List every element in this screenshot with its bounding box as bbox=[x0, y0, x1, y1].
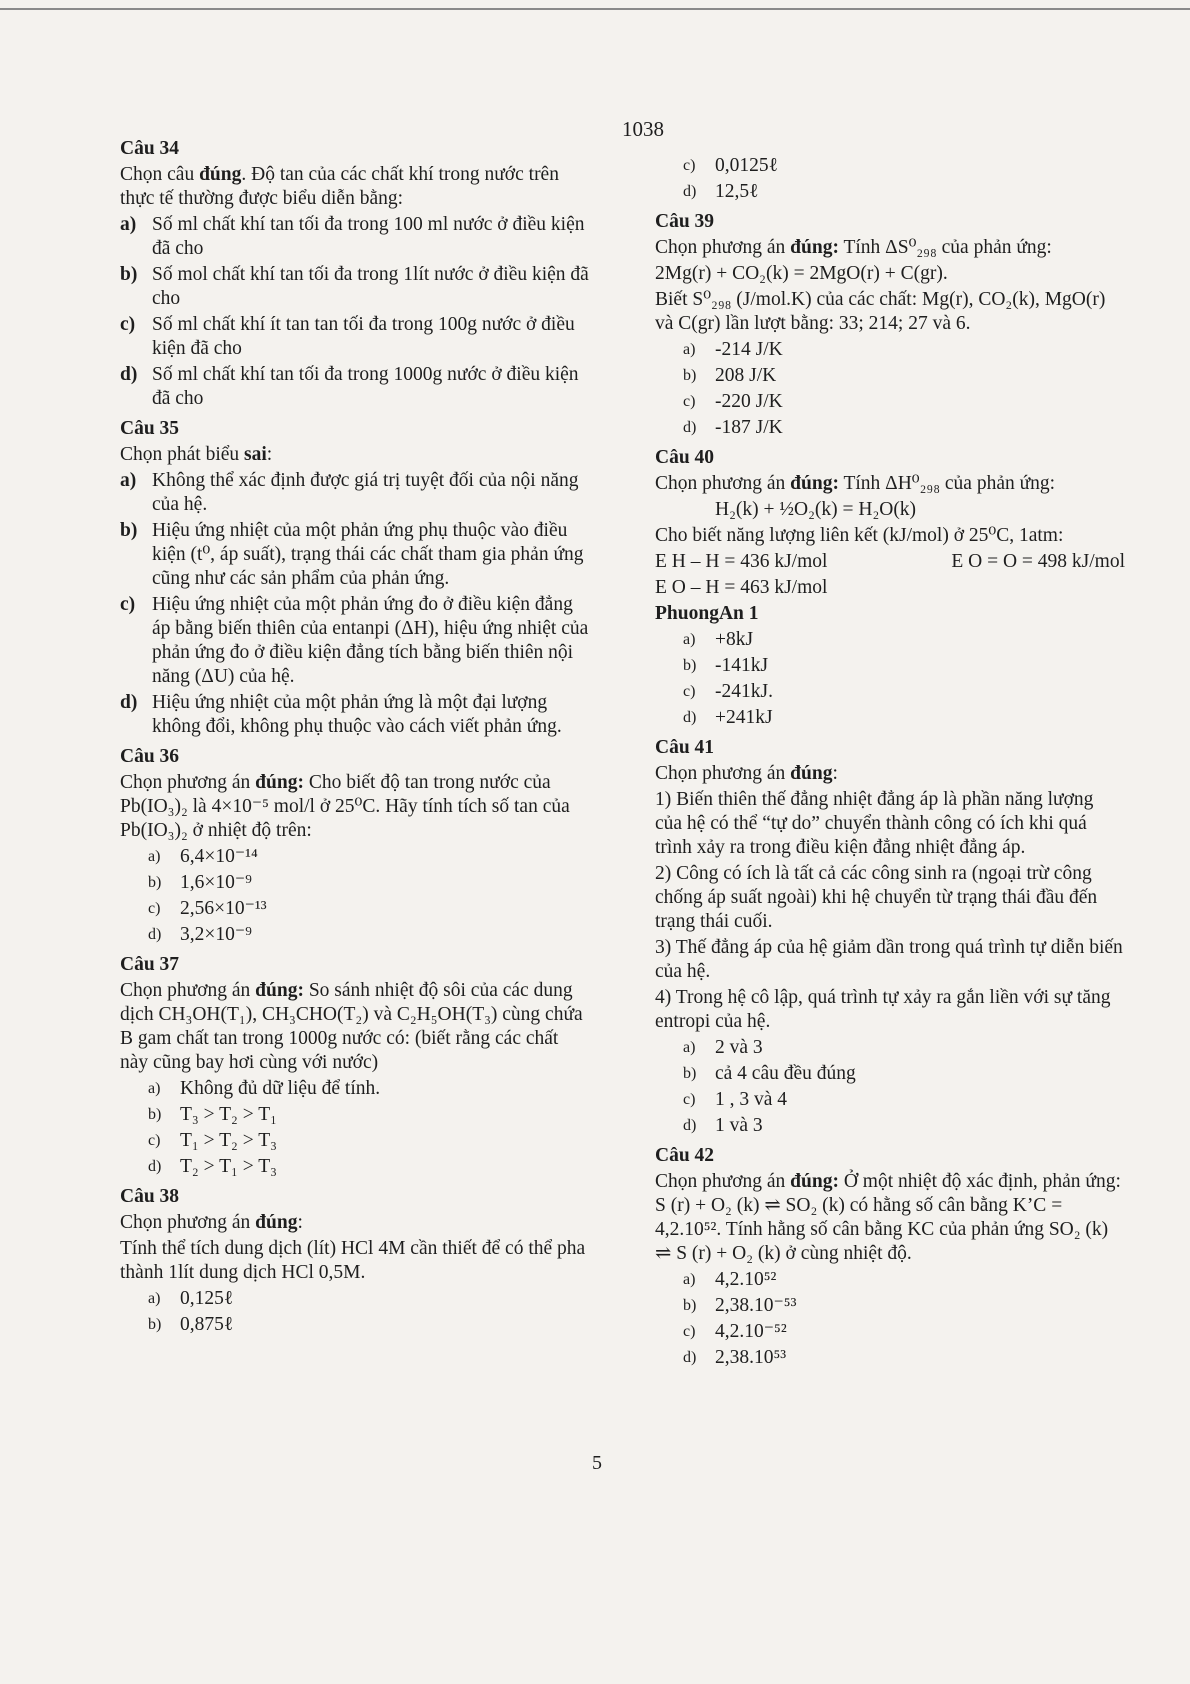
question-stem: Chọn phương án đúng: Cho biết độ tan trong nước của Pb(IO₃)₂ là 4×10⁻⁵ mol/l ở 25⁰C. Hãy tính tích số tan của Pb(IO₃)₂ ở nhiệt độ trên: bbox=[120, 772, 570, 841]
question-stem: Chọn câu đúng. Độ tan của các chất khí trong nước trên thực tế thường được biểu diễn bằng: bbox=[120, 164, 559, 209]
answer-option: c) T₁ > T₂ > T₃ bbox=[148, 1130, 277, 1151]
answer-option: c) 2,56×10⁻¹³ bbox=[148, 898, 267, 919]
answer-option: d) 1 và 3 bbox=[683, 1115, 763, 1136]
statement: 2) Công có ích là tất cả các công sinh ra (ngoại trừ công chống áp suất ngoài) khi hệ chuyển từ trạng thái đầu đến trạng thái cuối. bbox=[655, 863, 1098, 932]
answer-option: a) 2 và 3 bbox=[683, 1037, 763, 1058]
question-stem: Chọn phương án đúng: bbox=[655, 763, 838, 784]
question-stem: Chọn phương án đúng: So sánh nhiệt độ sôi của các dung dịch CH₃OH(T₁), CH₃CHO(T₂) và C₂H₅OH(T₃) cùng chứa B gam chất tan trong 1000g nước có: (biết rằng các chất này cũng bay hơi cùng với nước) bbox=[120, 980, 583, 1073]
answer-option: a) Không thể xác định được giá trị tuyệt đối của nội năng của hệ. bbox=[120, 470, 579, 515]
question-title: Câu 41 bbox=[655, 737, 715, 758]
answer-option: b) cả 4 câu đều đúng bbox=[683, 1063, 856, 1084]
answer-option: c) 1 , 3 và 4 bbox=[683, 1089, 788, 1110]
question-title: Câu 35 bbox=[120, 418, 180, 439]
answer-option: b) Số mol chất khí tan tối đa trong 1lít nước ở điều kiện đã cho bbox=[120, 264, 589, 309]
question-stem: Chọn phương án đúng: Tính ΔH⁰₂₉₈ của phản ứng: bbox=[655, 473, 1056, 494]
answer-option: d) Số ml chất khí tan tối đa trong 1000g nước ở điều kiện đã cho bbox=[120, 364, 579, 409]
question-stem: Chọn phương án đúng: bbox=[120, 1212, 303, 1233]
answer-option: b) 208 J/K bbox=[683, 365, 777, 386]
page-header-code: 1038 bbox=[622, 117, 664, 141]
statement: 3) Thế đẳng áp của hệ giảm dần trong quá trình tự diễn biến của hệ. bbox=[655, 937, 1123, 982]
answer-option: a) +8kJ bbox=[683, 629, 754, 650]
question-stem: Chọn phương án đúng: Ở một nhiệt độ xác định, phản ứng: S (r) + O₂ (k) ⇌ SO₂ (k) có hằng số cân bằng K’C = 4,2.10⁵². Tính hằng số cân bằng KC của phản ứng SO₂ (k) ⇌ S (r) + O₂ (k) ở cùng nhiệt độ. bbox=[655, 1171, 1121, 1264]
answer-option: d) +241kJ bbox=[683, 707, 773, 728]
answer-option: d) 3,2×10⁻⁹ bbox=[148, 924, 252, 945]
question-text: Tính thể tích dung dịch (lít) HCl 4M cần thiết để có thể pha thành 1lít dung dịch HCl 0,5M. bbox=[120, 1238, 586, 1283]
answer-option: d) 12,5ℓ bbox=[683, 181, 759, 202]
answer-option: b) T₃ > T₂ > T₁ bbox=[148, 1104, 277, 1125]
answer-option: a) 6,4×10⁻¹⁴ bbox=[148, 846, 258, 867]
question-title: Câu 42 bbox=[655, 1145, 715, 1166]
question-stem: Chọn phát biểu sai: bbox=[120, 444, 273, 465]
question-title: Câu 34 bbox=[120, 138, 180, 159]
statement: 1) Biến thiên thế đẳng nhiệt đẳng áp là phần năng lượng của hệ có thể “tự do” chuyển thành công có ích khi quá trình xảy ra trong điều kiện đẳng nhiệt đẳng áp. bbox=[655, 789, 1094, 858]
answer-option: c) Số ml chất khí ít tan tan tối đa trong 100g nước ở điều kiện đã cho bbox=[120, 314, 575, 359]
given-data: Biết S⁰₂₉₈ (J/mol.K) của các chất: Mg(r), CO₂(k), MgO(r) và C(gr) lần lượt bằng: 33; 214; 27 và 6. bbox=[655, 289, 1106, 334]
bond-energy-row bbox=[655, 550, 1125, 574]
right-column bbox=[655, 152, 1125, 1372]
answer-option: d) T₂ > T₁ > T₃ bbox=[148, 1156, 277, 1177]
answer-option: a) 0,125ℓ bbox=[148, 1288, 234, 1309]
answer-option: b) Hiệu ứng nhiệt của một phản ứng phụ thuộc vào điều kiện (t⁰, áp suất), trạng thái các chất tham gia phản ứng cũng như các sản phẩm của phản ứng. bbox=[120, 520, 584, 589]
question-title: Câu 38 bbox=[120, 1186, 180, 1207]
answer-option: a) Số ml chất khí tan tối đa trong 100 ml nước ở điều kiện đã cho bbox=[120, 214, 585, 259]
option-group-label: PhuongAn 1 bbox=[655, 603, 759, 624]
answer-option: b) 1,6×10⁻⁹ bbox=[148, 872, 252, 893]
question-title: Câu 37 bbox=[120, 954, 180, 975]
answer-option: d) -187 J/K bbox=[683, 417, 783, 438]
reaction-equation: H₂(k) + ½O₂(k) = H₂O(k) bbox=[715, 499, 917, 520]
bond-energy-oh: E O – H = 463 kJ/mol bbox=[655, 577, 828, 598]
page-number: 5 bbox=[592, 1452, 602, 1474]
statement: 4) Trong hệ cô lập, quá trình tự xảy ra gắn liền với sự tăng entropi của hệ. bbox=[655, 987, 1111, 1032]
scan-top-border bbox=[0, 8, 1190, 10]
answer-option: c) -241kJ. bbox=[683, 681, 773, 702]
answer-option: c) Hiệu ứng nhiệt của một phản ứng đo ở điều kiện đẳng áp bằng biến thiên của entanpi (ΔH), hiệu ứng nhiệt của phản ứng đo ở điều kiện đẳng tích bằng biến thiên nội năng (ΔU) của hệ. bbox=[120, 594, 589, 687]
answer-option: c) 0,0125ℓ bbox=[683, 155, 778, 176]
question-title: Câu 36 bbox=[120, 746, 180, 767]
answer-option: a) 4,2.10⁵² bbox=[683, 1269, 777, 1290]
question-title: Câu 40 bbox=[655, 447, 715, 468]
answer-option: a) -214 J/K bbox=[683, 339, 783, 360]
reaction-equation: 2Mg(r) + CO₂(k) = 2MgO(r) + C(gr). bbox=[655, 263, 948, 284]
answer-option: b) 0,875ℓ bbox=[148, 1314, 234, 1335]
answer-option: c) -220 J/K bbox=[683, 391, 783, 412]
answer-option: b) 2,38.10⁻⁵³ bbox=[683, 1295, 797, 1316]
given-data: Cho biết năng lượng liên kết (kJ/mol) ở 25⁰C, 1atm: bbox=[655, 525, 1064, 546]
left-column bbox=[120, 131, 590, 1339]
question-title: Câu 39 bbox=[655, 211, 715, 232]
question-stem: Chọn phương án đúng: Tính ΔS⁰₂₉₈ của phản ứng: bbox=[655, 237, 1052, 258]
bond-energy-oo: E O = O = 498 kJ/mol bbox=[951, 551, 1125, 572]
answer-option: d) Hiệu ứng nhiệt của một phản ứng là một đại lượng không đổi, không phụ thuộc vào cách viết phản ứng. bbox=[120, 692, 562, 737]
answer-option: c) 4,2.10⁻⁵² bbox=[683, 1321, 787, 1342]
answer-option: d) 2,38.10⁵³ bbox=[683, 1347, 787, 1368]
answer-option: b) -141kJ bbox=[683, 655, 769, 676]
answer-option: a) Không đủ dữ liệu để tính. bbox=[148, 1078, 381, 1099]
bond-energy-hh: E H – H = 436 kJ/mol bbox=[655, 551, 828, 572]
